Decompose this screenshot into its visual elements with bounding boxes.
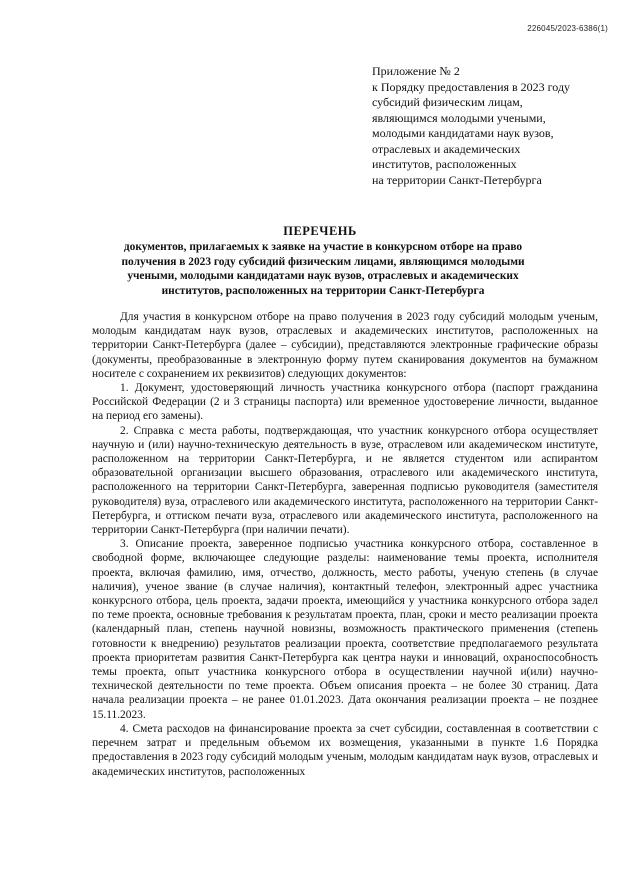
appendix-line: молодыми кандидатами наук вузов, — [372, 126, 554, 140]
document-body — [92, 310, 598, 779]
appendix-line: институтов, расположенных — [372, 157, 517, 171]
document-number: 226045/2023-6386(1) — [527, 24, 608, 33]
appendix-line: являющимся молодыми учеными, — [372, 110, 546, 125]
appendix-line: к Порядку предоставления в 2023 году — [372, 79, 571, 94]
subtitle-line: получения в 2023 году субсидий физическим лицами, являющимся молодыми — [121, 255, 525, 268]
item-4-paragraph: 4. Смета расходов на финансирование проекта за счет субсидии, составленная в соответствии с перечнем затрат и предельным объемом их возмещения, указанными в пункте 1.6 Порядка предоставления в 2023 году субсидий молодым ученым, молодым кандидатам наук вузов, отраслевых и академических институтов, расположенных — [92, 722, 598, 778]
subtitle-line: учеными, молодыми кандидатами наук вузов, отраслевых и академических — [127, 270, 519, 283]
intro-paragraph: Для участия в конкурсном отборе на право получения в 2023 году субсидий молодым ученым, молодым кандидатам наук вузов, отраслевых и академических институтов, расположенных на территории Санкт-Петербурга (далее – субсидии), представляются электронные графические образы (документы, преобразованные в электронную форму путем сканирования документов на бумажном носителе с сохранением их реквизитов) следующих документов: — [92, 311, 598, 380]
subtitle-line: документов, прилагаемых к заявке на участие в конкурсном отборе на право — [123, 241, 523, 253]
appendix-line: на территории Санкт-Петербурга — [372, 172, 542, 187]
subtitle-line: институтов, расположенных на территории Санкт-Петербурга — [161, 284, 485, 297]
item-1-paragraph: 1. Документ, удостоверяющий личность участника конкурсного отбора (паспорт гражданина Российской Федерации (2 и 3 страницы паспорта) или временное удостоверение личности, выданное на период его замены). — [92, 382, 598, 423]
document-subtitle — [88, 240, 558, 298]
item-3-paragraph: 3. Описание проекта, заверенное подписью участника конкурсного отбора, составленное в свободной форме, включающее следующие разделы: наименование темы проекта, исполнителя проекта, включая фамилию, имя, отчество, должность, место работы, ученую степень (в случае наличия), ученое звание (в случае наличия), контактный телефон, электронный адрес участника конкурсного отбора, цель проекта, задачи проекта, имеющийся у участника конкурсного отбора задел по теме проекта, основные требования к результатам проекта, план, сроки и место реализации проекта (календарный план, степень научной новизны, возможность практического применения (степень готовности к внедрению) результатов реализации проекта, соответствие предполагаемого результата проекта приоритетам развития Санкт-Петербурга как центра науки и инноваций, охраноспособность темы проекта, опыт участника конкурсного отбора в осуществлении научной и(или) научно-технической деятельности по теме проекта. Объем описания проекта – не более 30 страниц. Дата начала реализации проекта – не ранее 01.01.2023. Дата окончания реализации проекта – не позднее 15.11.2023. — [92, 538, 598, 721]
document-title: ПЕРЕЧЕНЬ — [283, 224, 357, 238]
appendix-header — [372, 64, 612, 188]
item-2-paragraph: 2. Справка с места работы, подтверждающая, что участник конкурсного отбора осуществляет научную и (или) научно-техническую деятельность в вузе, отраслевом или академическом институте, расположенном на территории Санкт-Петербурга, и не является студентом или аспирантом образовательной организации высшего образования, отраслевого или академического института, расположенного на территории Санкт-Петербурга, заверенная подписью руководителя (заместителя руководителя) вуза, отраслевого или академического института, расположенного на территории Санкт-Петербурга, и оттиском печати вуза, отраслевого или академического института, расположенного на территории Санкт-Петербурга (при наличии печати). — [92, 424, 598, 537]
appendix-line: отраслевых и академических — [372, 141, 521, 156]
appendix-line: Приложение № 2 — [372, 64, 460, 78]
appendix-line: субсидий физическим лицам, — [372, 95, 523, 109]
